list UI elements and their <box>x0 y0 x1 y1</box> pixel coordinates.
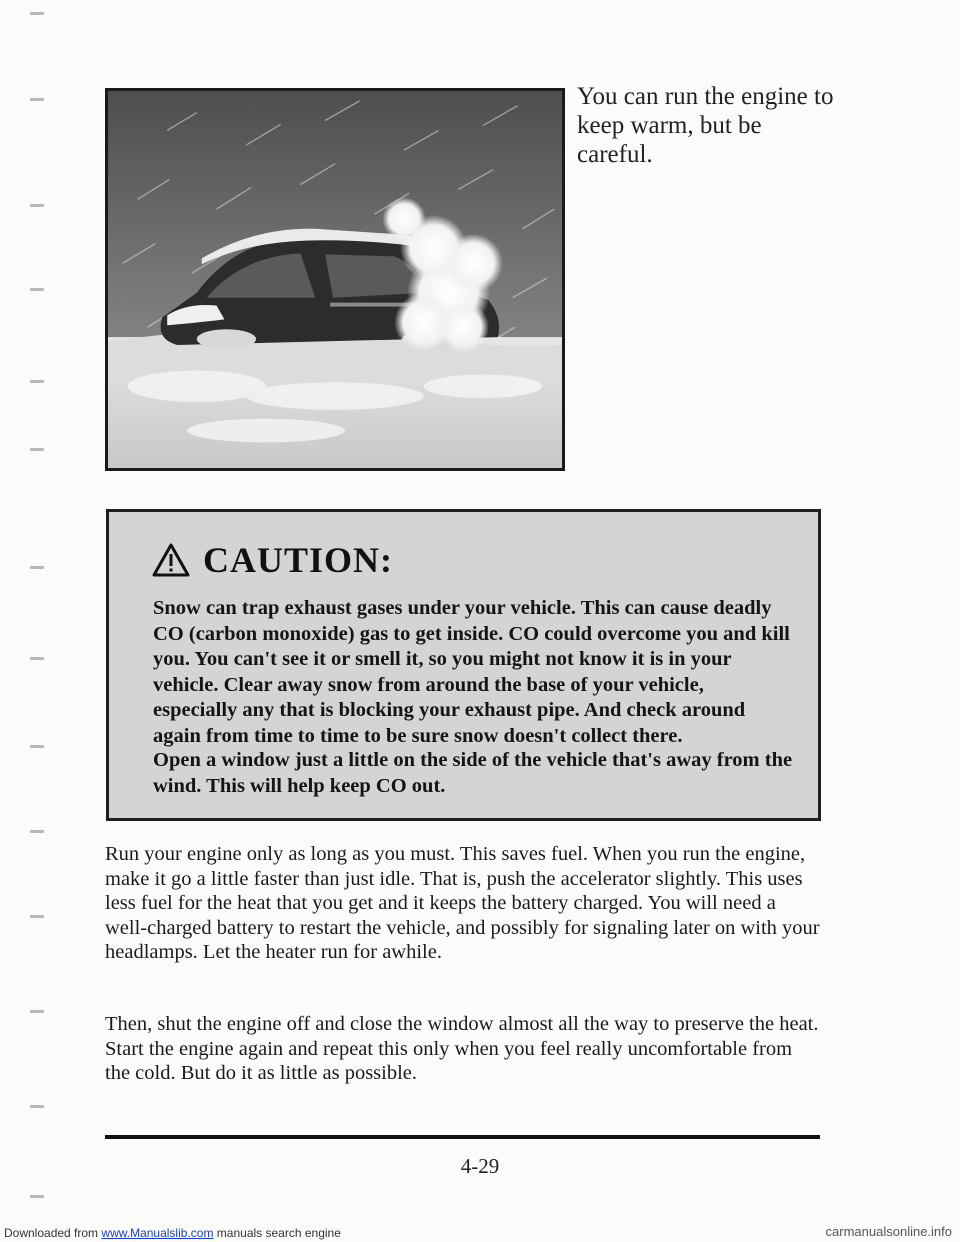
margin-tick <box>30 830 44 833</box>
caution-paragraph: Open a window just a little on the side of the vehicle that's away from the wind. This will help keep CO out. <box>153 749 793 797</box>
caution-paragraph: Snow can trap exhaust gases under your vehicle. This can cause deadly CO (carbon monoxide) gas to get inside. CO could overcome you and kill you. You can't see it or smell it, so you might not know it is in your vehicle. Clear away snow from around the base of your vehicle, especially any that is blocking your exhaust pipe. And check around again from time to time to be sure snow doesn't collect there. <box>153 597 790 747</box>
margin-tick <box>30 745 44 748</box>
margin-tick <box>30 380 44 383</box>
margin-tick <box>30 657 44 660</box>
footer-source <box>4 1226 341 1240</box>
margin-tick <box>30 12 44 15</box>
margin-tick <box>30 915 44 918</box>
margin-tick <box>30 1195 44 1198</box>
download-footer <box>0 1224 960 1242</box>
margin-tick <box>30 288 44 291</box>
body-paragraph: Run your engine only as long as you must. This saves fuel. When you run the engine, make it go a little faster than just idle. That is, push the accelerator slightly. This uses less fuel for the heat that you get and it keeps the battery charged. You will need a well-charged battery to restart the vehicle, and possibly for signaling later on with your headlamps. Let the heater run for awhile. <box>105 843 820 963</box>
snow-car-photo <box>105 88 565 471</box>
footer-prefix: Downloaded from <box>4 1226 99 1240</box>
margin-tick <box>30 1010 44 1013</box>
margin-tick <box>30 448 44 451</box>
page-number: 4-29 <box>460 1154 500 1178</box>
caution-header <box>151 540 393 580</box>
caution-box <box>106 509 821 821</box>
photo-caption: You can run the engine to keep warm, but be careful. <box>577 83 834 168</box>
snow-car-illustration <box>108 91 562 468</box>
caution-title: CAUTION: <box>203 540 394 580</box>
warning-triangle-icon <box>151 542 191 578</box>
footer-rule <box>105 1135 820 1139</box>
footer-suffix: manuals search engine <box>216 1226 341 1240</box>
manualslib-link[interactable]: www.Manualslib.com <box>101 1226 214 1240</box>
watermark-text: carmanualsonline.info <box>825 1224 952 1239</box>
margin-tick <box>30 98 44 101</box>
margin-tick <box>30 566 44 569</box>
margin-tick <box>30 1105 44 1108</box>
body-paragraph: Then, shut the engine off and close the window almost all the way to preserve the heat. Start the engine again and repeat this only when you feel really uncomfortable from the cold. But do it as little as possible. <box>105 1013 819 1084</box>
margin-tick <box>30 204 44 207</box>
